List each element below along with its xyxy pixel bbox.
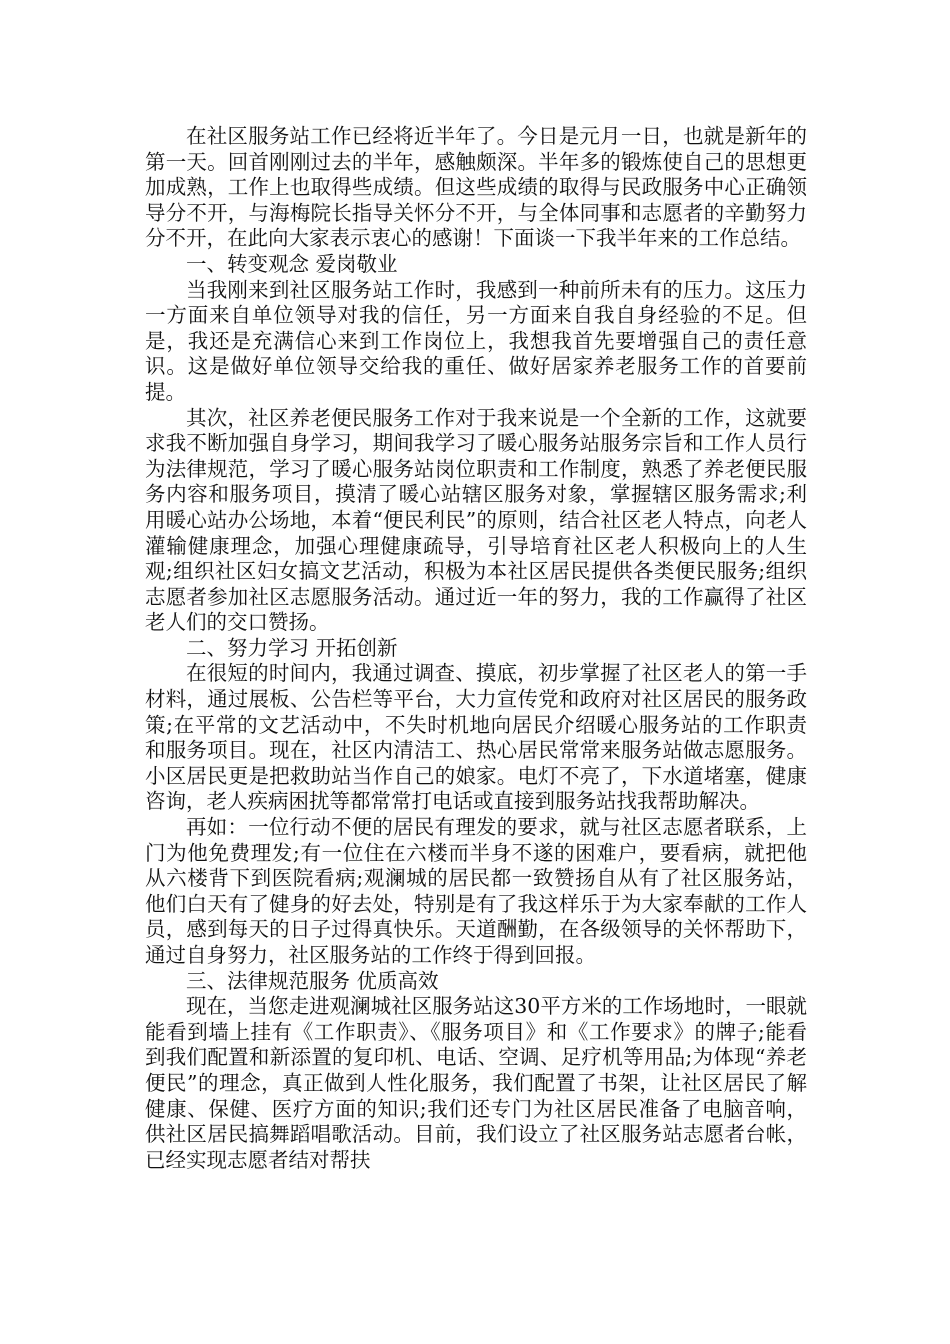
section-heading-2: 二、努力学习 开拓创新 xyxy=(186,635,398,660)
paragraph-example: 再如：一位行动不便的居民有理发的要求，就与社区志愿者联系，上门为他免费理发;有一位住在六楼而半身不遂的困难户，要看病，就把他从六楼背下到医院看病;观澜城的居民都一致赞扬自从有了社区服务站，他们白天有了健身的好去处，特别是有了我这样乐于为大家奉献的工作人员，感到每天的日子过得真快乐。天道酬勤，在各级领导的关怀帮助下，通过自身努力，社区服务站的工作终于得到回报。 xyxy=(145,815,807,967)
section-heading-1: 一、转变观念 爱岗敬业 xyxy=(186,251,398,276)
paragraph-survey: 在很短的时间内，我通过调查、摸底，初步掌握了社区老人的第一手材料，通过展板、公告栏等平台，大力宣传党和政府对社区居民的服务政策;在平常的文艺活动中，不失时机地向居民介绍暖心服务站的工作职责和服务项目。现在，社区内清洁工、热心居民常常来服务站做志愿服务。小区居民更是把救助站当作自己的娘家。电灯不亮了，下水道堵塞，健康咨询，老人疾病困扰等都常常打电话或直接到服务站找我帮助解决。 xyxy=(145,661,807,814)
document-page xyxy=(145,124,807,1173)
paragraph-pressure: 当我刚来到社区服务站工作时，我感到一种前所未有的压力。这压力一方面来自单位领导对我的信任，另一方面来自我自身经验的不足。但是，我还是充满信心来到工作岗位上，我想我首先要增强自己的责任意识。这是做好单位领导交给我的重任、做好居家养老服务工作的首要前提。 xyxy=(145,277,807,404)
paragraph-service-station: 现在，当您走进观澜城社区服务站这30平方米的工作场地时，一眼就能看到墙上挂有《工作职责》、《服务项目》和《工作要求》的牌子;能看到我们配置和新添置的复印机、电话、空调、足疗机等用品;为体现“养老便民”的理念，真正做到人性化服务，我们配置了书架，让社区居民了解健康、保健、医疗方面的知识;我们还专门为社区居民准备了电脑音响，供社区居民搞舞蹈唱歌活动。目前，我们设立了社区服务站志愿者台帐，已经实现志愿者结对帮扶 xyxy=(145,994,807,1172)
section-heading-3: 三、法律规范服务 优质高效 xyxy=(186,968,439,993)
paragraph-intro: 在社区服务站工作已经将近半年了。今日是元月一日，也就是新年的第一天。回首刚刚过去的半年，感触颇深。半年多的锻炼使自己的思想更加成熟，工作上也取得些成绩。但这些成绩的取得与民政服务中心正确领导分不开，与海梅院长指导关怀分不开，与全体同事和志愿者的辛勤努力分不开，在此向大家表示衷心的感谢！下面谈一下我半年来的工作总结。 xyxy=(145,124,807,251)
paragraph-learning: 其次，社区养老便民服务工作对于我来说是一个全新的工作，这就要求我不断加强自身学习，期间我学习了暖心服务站服务宗旨和工作人员行为法律规范，学习了暖心服务站岗位职责和工作制度，熟悉了养老便民服务内容和服务项目，摸清了暖心站辖区服务对象，掌握辖区服务需求;利用暖心站办公场地，本着“便民利民”的原则，结合社区老人特点，向老人灌输健康理念，加强心理健康疏导，引导培育社区老人积极向上的人生观;组织社区妇女搞文艺活动，积极为本社区居民提供各类便民服务;组织志愿者参加社区志愿服务活动。通过近一年的努力，我的工作赢得了社区老人们的交口赞扬。 xyxy=(145,405,807,635)
